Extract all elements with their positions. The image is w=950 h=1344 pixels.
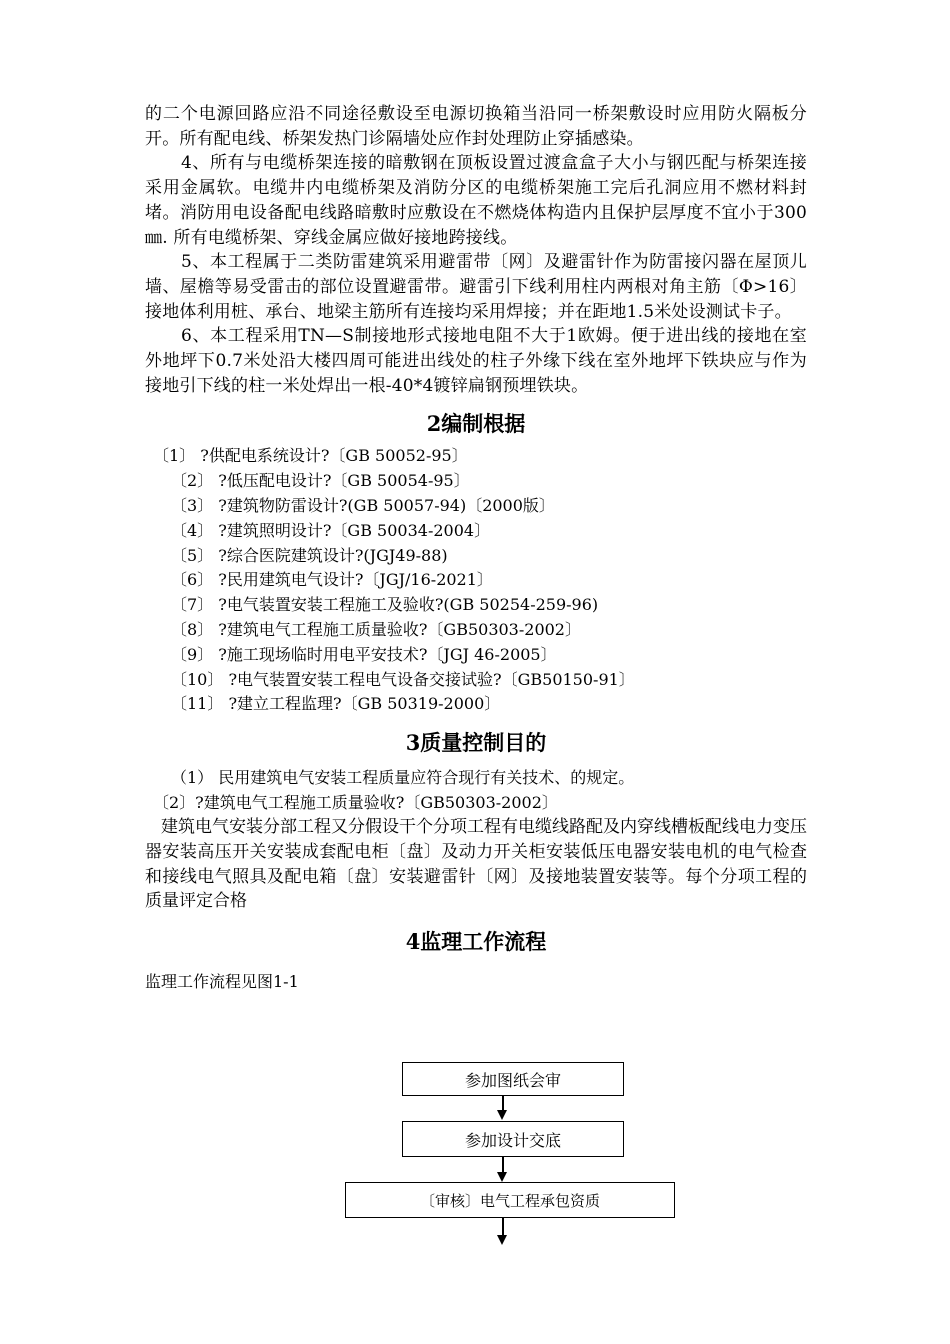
- reference-item: 〔5〕 ?综合医院建筑设计?(JGJ49-88): [171, 545, 448, 565]
- paragraph-continued: 的二个电源回路应沿不同途径敷设至电源切换箱当沿同一桥架敷设时应用防火隔板分开。所有配电线、桥架发热门诊隔墙处应作封处理防止穿插感染。: [145, 104, 807, 149]
- reference-item: 〔2〕 ?低压配电设计?〔GB 50054-95〕: [171, 471, 470, 491]
- reference-item: 〔3〕 ?建筑物防雷设计?(GB 50057-94)〔2000版〕: [171, 496, 555, 516]
- quality-line-1: （1） 民用建筑电气安装工程质量应符合现行有关技术、的规定。: [171, 768, 635, 788]
- quality-line-2: 〔2〕?建筑电气工程施工质量验收?〔GB50303-2002〕: [153, 793, 558, 813]
- paragraph-item-6: 6、本工程采用TN—S制接地形式接地电阻不大于1欧姆。便于进出线的接地在室外地坪下0.7米处沿大楼四周可能进出线处的柱子外缘下线在室外地坪下铁块应与作为接地引下线的柱一米处焊出一根-40*4镀锌扁钢预埋铁块。: [145, 326, 807, 396]
- arrow-down-icon: [497, 1110, 507, 1120]
- section-4-heading: 4监理工作流程: [405, 929, 547, 955]
- reference-item: 〔4〕 ?建筑照明设计?〔GB 50034-2004〕: [171, 520, 491, 540]
- flow-step-drawing-review: [402, 1062, 624, 1096]
- flowchart-reference: 监理工作流程见图1-1: [145, 972, 299, 992]
- paragraph-item-5: 5、本工程属于二类防雷建筑采用避雷带〔网〕及避雷针作为防雷接闪器在屋顶儿墙、屋檐等易受雷击的部位设置避雷带。避雷引下线利用柱内两根对角主筋〔Φ>16〕接地体利用桩、承台、地梁主筋所有连接均采用焊接；并在距地1.5米处设测试卡子。: [145, 252, 807, 322]
- reference-item: 〔6〕 ?民用建筑电气设计?〔JGJ/16-2021〕: [171, 570, 493, 590]
- flow-step-design-briefing: [402, 1121, 624, 1157]
- flow-connector: [502, 1218, 504, 1236]
- arrow-down-icon: [497, 1172, 507, 1182]
- section-2-heading: 2编制根据: [426, 411, 526, 437]
- reference-list: [145, 444, 807, 717]
- flow-connector: [502, 1096, 504, 1112]
- reference-item: 〔8〕 ?建筑电气工程施工质量验收?〔GB50303-2002〕: [171, 620, 581, 640]
- flow-step-label: 〔审核〕电气工程承包资质: [419, 1191, 600, 1210]
- document-page: [145, 102, 807, 994]
- reference-item: 〔11〕 ?建立工程监理?〔GB 50319-2000〕: [171, 694, 501, 714]
- paragraph-item-4: 4、所有与电缆桥架连接的暗敷钢在顶板设置过渡盒盒子大小与钢匹配与桥架连接采用金属软。电缆井内电缆桥架及消防分区的电缆桥架施工完后孔洞应用不燃材料封堵。消防用电设备配电线路暗敷时应敷设在不燃烧体构造内且保护层厚度不宜小于300㎜. 所有电缆桥架、穿线金属应做好接地跨接线。: [145, 153, 807, 248]
- section-3-heading: 3质量控制目的: [405, 730, 547, 756]
- reference-item: 〔7〕 ?电气装置安装工程施工及验收?(GB 50254-259-96): [171, 595, 599, 615]
- reference-item: 〔10〕 ?电气装置安装工程电气设备交接试验?〔GB50150-91〕: [171, 669, 635, 689]
- reference-item: 〔9〕 ?施工现场临时用电平安技术?〔JGJ 46-2005〕: [171, 644, 557, 664]
- flow-step-label: 参加图纸会审: [464, 1070, 561, 1090]
- flow-step-label: 参加设计交底: [464, 1130, 561, 1150]
- arrow-down-icon: [497, 1235, 507, 1245]
- flow-step-qualification-review: [345, 1182, 675, 1218]
- reference-item: 〔1〕 ?供配电系统设计?〔GB 50052-95〕: [153, 446, 468, 466]
- flow-connector: [502, 1157, 504, 1173]
- quality-paragraph: 建筑电气安装分部工程又分假设干个分项工程有电缆线路配及内穿线槽板配线电力变压器安装高压开关安装成套配电柜〔盘〕及动力开关柜安装低压电器安装电机的电气检查和接线电气照具及配电箱〔盘〕安装避雷针〔网〕及接地装置安装等。每个分项工程的质量评定合格: [145, 817, 807, 912]
